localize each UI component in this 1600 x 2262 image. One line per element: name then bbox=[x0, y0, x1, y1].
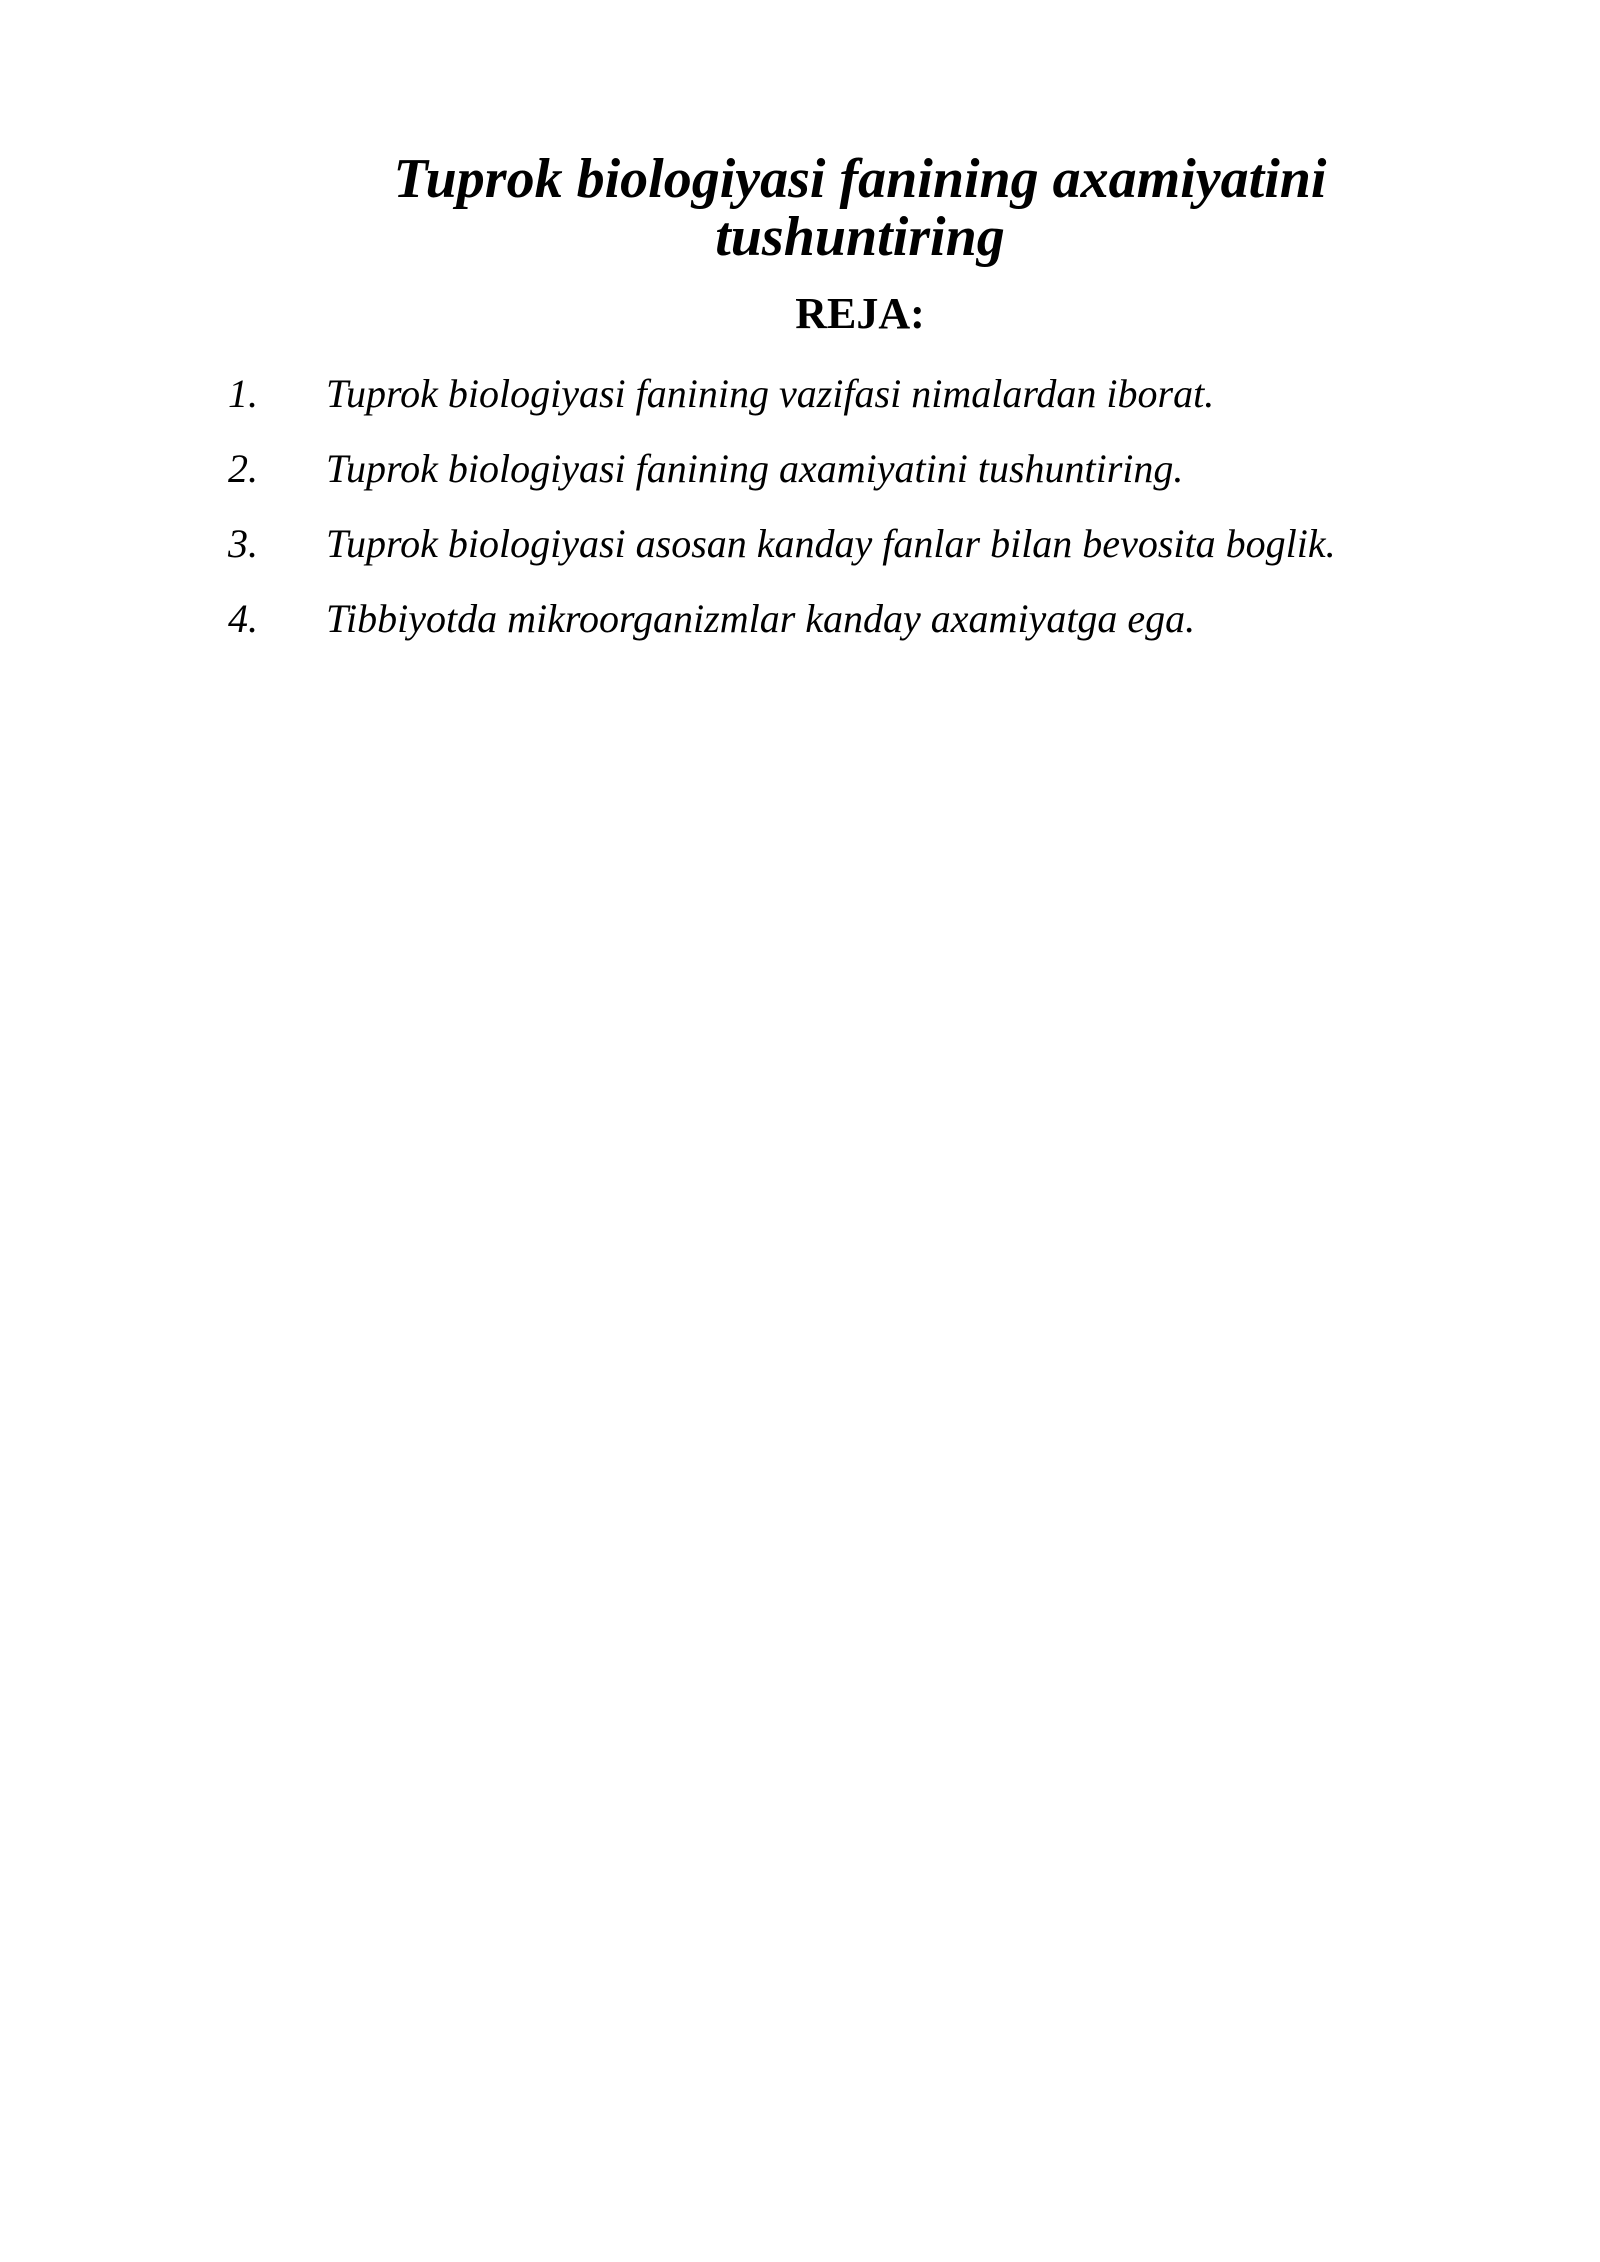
plan-item-number: 4. bbox=[228, 596, 258, 641]
plan-item-number: 3. bbox=[228, 521, 258, 566]
plan-item-number: 2. bbox=[228, 446, 258, 491]
plan-item-text: Tuprok biologiyasi fanining axamiyatini tushuntiring. bbox=[326, 446, 1184, 491]
plan-list bbox=[228, 370, 1478, 670]
document-title: Tuprok biologiyasi fanining axamiyatini tushuntiring bbox=[393, 148, 1327, 268]
plan-item bbox=[228, 370, 1478, 445]
plan-heading: REJA: bbox=[795, 289, 925, 338]
plan-item-number: 1. bbox=[228, 371, 258, 416]
plan-item-text: Tuprok biologiyasi fanining vazifasi nimalardan iborat. bbox=[326, 371, 1215, 416]
plan-item bbox=[228, 520, 1478, 595]
plan-item-text: Tuprok biologiyasi asosan kanday fanlar bilan bevosita boglik. bbox=[326, 521, 1336, 566]
plan-item-text: Tibbiyotda mikroorganizmlar kanday axamiyatga ega. bbox=[326, 596, 1196, 641]
plan-item bbox=[228, 445, 1478, 520]
plan-item bbox=[228, 595, 1478, 670]
